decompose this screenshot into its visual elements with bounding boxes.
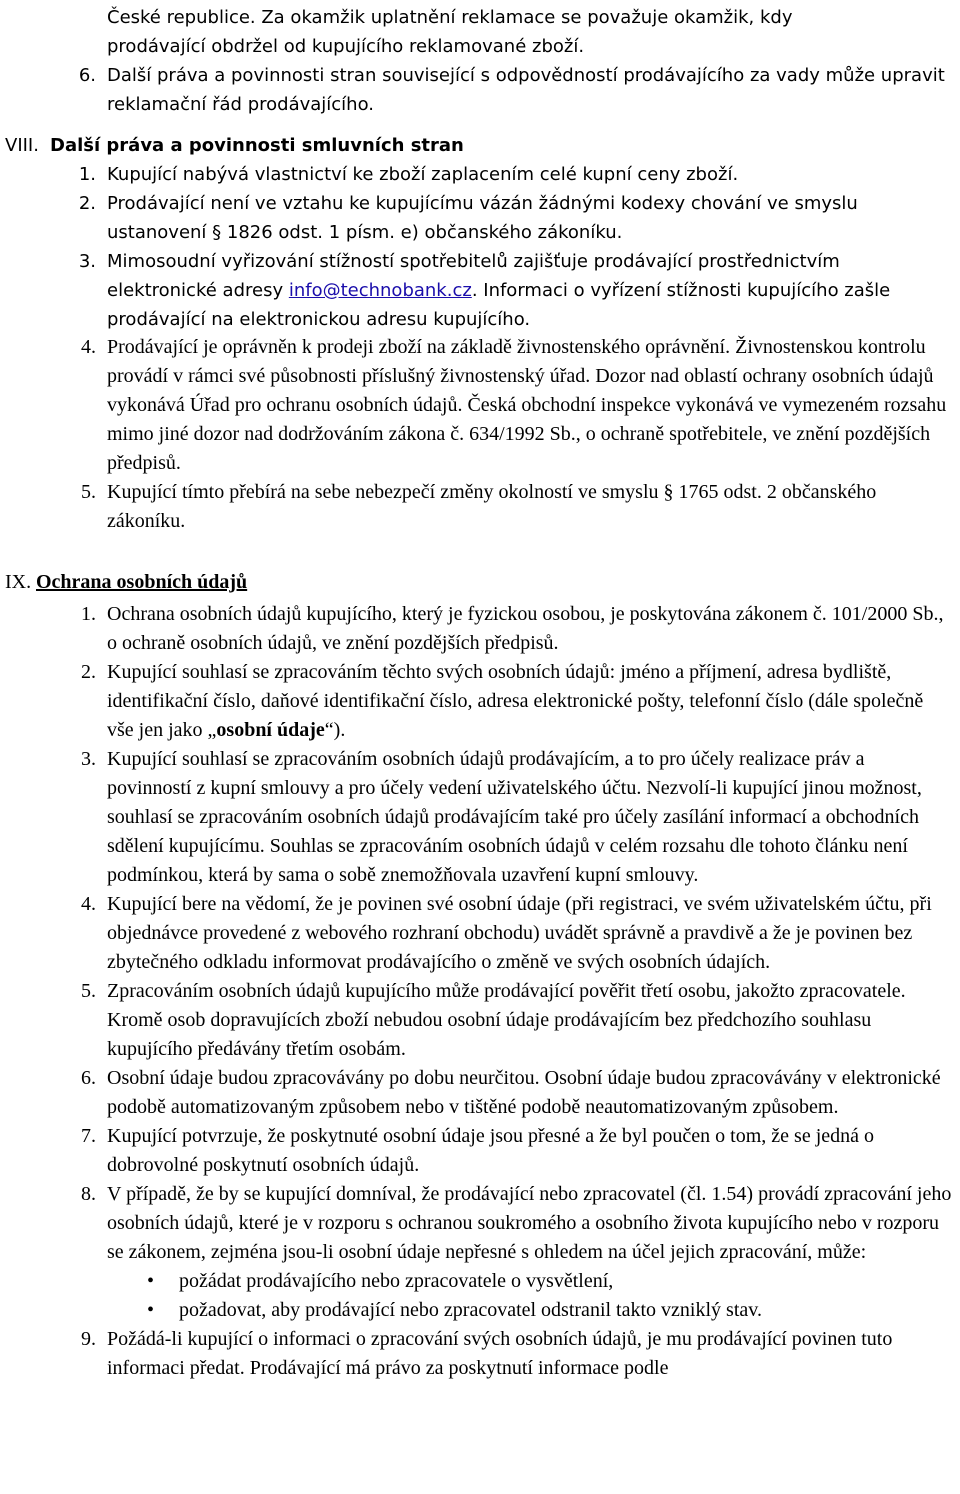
item-number: 2. xyxy=(78,193,96,214)
continued-paragraph xyxy=(107,3,957,61)
list-item xyxy=(0,600,953,658)
item-number: 8. xyxy=(81,1183,96,1205)
defined-term: osobní údaje xyxy=(216,719,325,741)
item-text: Požádá-li kupující o informaci o zpracování svých osobních údajů, je mu prodávající povinen tuto informaci předat. Prodávající má právo za poskytnutí informace podle xyxy=(107,1328,893,1379)
continued-line-1: České republice. Za okamžik uplatnění reklamace se považuje okamžik, kdy xyxy=(107,7,793,28)
section-number: IX. xyxy=(5,571,32,593)
section-title: Ochrana osobních údajů xyxy=(36,571,248,593)
item-text: Prodávající je oprávněn k prodeji zboží na základě živnostenského oprávnění. Živnostenskou kontrolu provádí v rámci své působnosti příslušný živnostenský úřad. Dozor nad oblastí ochrany osobních údajů vykonává Úřad pro ochranu osobních údajů. Česká obchodní inspekce vykonává ve vymezeném rozsahu mimo jiné dozor nad dodržováním zákona č. 634/1992 Sb., o ochraně spotřebitele, ve znění pozdějších předpisů. xyxy=(107,336,947,474)
item-number: 1. xyxy=(81,603,96,625)
list-item xyxy=(0,247,953,334)
bullet-icon: • xyxy=(147,1270,155,1292)
list-item xyxy=(0,977,953,1064)
section-list xyxy=(0,600,960,1383)
bullet-text: požadovat, aby prodávající nebo zpracovatel odstranil takto vzniklý stav. xyxy=(179,1299,762,1321)
item-number: 9. xyxy=(81,1328,96,1350)
item-text: Kupující souhlasí se zpracováním osobních údajů prodávajícím, a to pro účely realizace práv a povinností z kupní smlouvy a pro účely vedení uživatelského účtu. Nezvolí-li kupující jinou možnost, souhlasí se zpracováním osobních údajů prodávajícím také pro účely zasílání informací a obchodních sdělení kupujícímu. Souhlas se zpracováním osobních údajů v celém rozsahu dle tohoto článku není podmínkou, která by sama o sobě znemožňovala uzavření kupní smlouvy. xyxy=(107,748,922,886)
item-number: 5. xyxy=(81,481,96,503)
list-item xyxy=(0,890,953,977)
item-text: V případě, že by se kupující domníval, že prodávající nebo zpracovatel (čl. 1.54) provádí zpracování jeho osobních údajů, které je v rozporu s ochranou soukromého a osobního života kupujícího nebo v rozporu se zákonem, zejména jsou-li osobní údaje nepřesné s ohledem na účel jejich zpracování, může: xyxy=(107,1183,952,1263)
item-text: Ochrana osobních údajů kupujícího, který je fyzickou osobou, je poskytována zákonem č. 101/2000 Sb., o ochraně osobních údajů, ve znění pozdějších předpisů. xyxy=(107,603,944,654)
list-item xyxy=(0,478,953,536)
item-number: 4. xyxy=(81,336,96,358)
item-text-part: . Informaci o vyřízení stížnosti kupujícího zašle prodávající na elektronickou adresu kupujícího. xyxy=(107,280,891,330)
section-heading xyxy=(5,568,247,597)
item-text: Osobní údaje budou zpracovávány po dobu neurčitou. Osobní údaje budou zpracovávány v elektronické podobě automatizovaným způsobem nebo v tištěné podobě neautomatizovaným způsobem. xyxy=(107,1067,941,1118)
item-number: 5. xyxy=(81,980,96,1002)
list-item xyxy=(0,61,960,119)
list-item xyxy=(0,1122,953,1180)
list-item xyxy=(0,1325,953,1383)
item-text: Kupující bere na vědomí, že je povinen své osobní údaje (při registraci, ve svém uživatelském účtu, při objednávce provedené z webového rozhraní obchodu) uvádět správně a pravdivě a že je povinen bez zbytečného odkladu informovat prodávajícího o změně ve svých osobních údajích. xyxy=(107,893,932,973)
section-heading xyxy=(5,131,464,160)
item-text xyxy=(107,658,953,745)
item-number: 2. xyxy=(81,661,96,683)
bullet-list xyxy=(0,1267,960,1325)
list-item xyxy=(0,1064,953,1122)
continued-line-2: prodávající obdržel od kupujícího reklamované zboží. xyxy=(107,36,585,57)
item-number: 4. xyxy=(81,893,96,915)
section-title: Další práva a povinnosti smluvních stran xyxy=(50,135,464,156)
item-text xyxy=(107,247,953,334)
section-number: VIII. xyxy=(5,135,39,156)
item-text: Kupující potvrzuje, že poskytnuté osobní údaje jsou přesné a že byl poučen o tom, že se jedná o dobrovolné poskytnutí osobních údajů. xyxy=(107,1125,875,1176)
list-item xyxy=(0,658,953,745)
bullet-item xyxy=(0,1267,949,1296)
list-item xyxy=(0,160,953,189)
section-list-serif xyxy=(0,333,960,536)
item-text: Prodávající není ve vztahu ke kupujícímu vázán žádnými kodexy chování ve smyslu ustanovení § 1826 odst. 1 písm. e) občanského zákoníku. xyxy=(107,193,858,243)
list-item xyxy=(0,189,953,247)
item-text: Další práva a povinnosti stran související s odpovědností prodávajícího za vady může upravit reklamační řád prodávajícího. xyxy=(107,65,945,115)
item-text: Zpracováním osobních údajů kupujícího může prodávající pověřit třetí osobu, jakožto zpracovatele. Kromě osob dopravujících zboží nebudou osobní údaje prodávajícím bez předchozího souhlasu kupujícího předávány třetím osobám. xyxy=(107,980,906,1060)
list-item xyxy=(0,1180,953,1267)
item-text-part: Kupující souhlasí se zpracováním těchto svých osobních údajů: jméno a příjmení, adresa bydliště, identifikační číslo, daňové identifikační číslo, adresa elektronické pošty, telefonní číslo (dále společně vše jen jako „ xyxy=(107,661,924,741)
item-text-part: “). xyxy=(324,719,346,741)
item-number: 6. xyxy=(81,1067,96,1089)
bullet-item xyxy=(0,1296,949,1325)
item-number: 3. xyxy=(81,748,96,770)
bullet-icon: • xyxy=(147,1299,155,1321)
section-list xyxy=(0,160,960,334)
item-text: Kupující tímto přebírá na sebe nebezpečí změny okolností ve smyslu § 1765 odst. 2 občanského zákoníku. xyxy=(107,481,877,532)
item-text: Kupující nabývá vlastnictví ke zboží zaplacením celé kupní ceny zboží. xyxy=(107,164,739,185)
email-link[interactable]: info@technobank.cz xyxy=(288,280,472,301)
list-item xyxy=(0,745,953,890)
item-number: 1. xyxy=(78,164,96,185)
item-number: 7. xyxy=(81,1125,96,1147)
item-number: 3. xyxy=(78,251,96,272)
item-number: 6. xyxy=(78,65,96,86)
item-text-part: Mimosoudní vyřizování stížností spotřebitelů zajišťuje prodávající prostřednictvím elektronické adresy xyxy=(107,251,840,301)
list-item xyxy=(0,333,953,478)
bullet-text: požádat prodávajícího nebo zpracovatele o vysvětlení, xyxy=(179,1270,614,1292)
